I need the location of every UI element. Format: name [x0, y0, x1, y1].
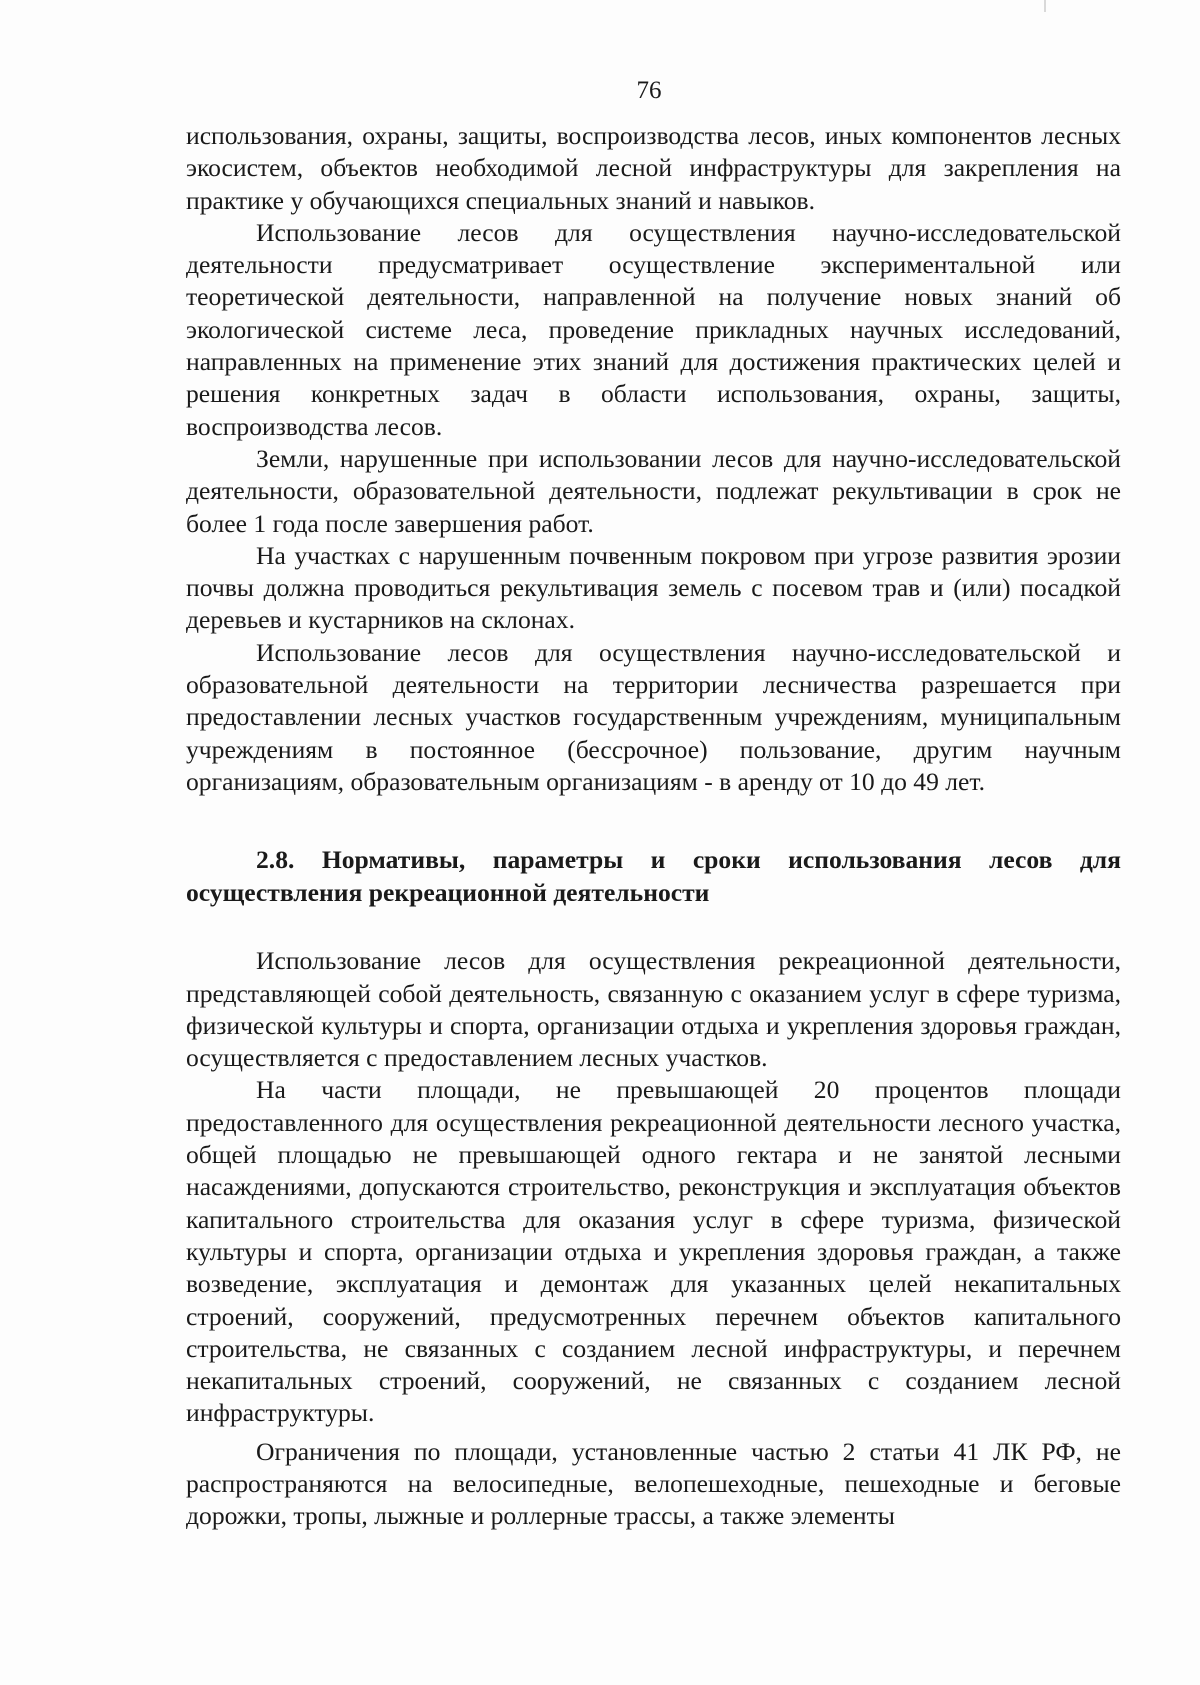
section-heading: 2.8. Нормативы, параметры и сроки использования лесов для осуществления рекреационной деятельности	[186, 845, 1121, 907]
scan-mark	[1044, 0, 1046, 12]
page-number: 76	[636, 77, 662, 104]
paragraph-lease-terms: Использование лесов для осуществления научно-исследовательской и образовательной деятельности на территории лесничества разрешается при предоставлении лесных участков государственным учреждениям, муниципальным учреждениям в постоянное (бессрочное) пользование, другим научным организациям, образовательным организациям - в аренду от 10 до 49 лет.	[186, 637, 1121, 796]
spacer	[186, 798, 1121, 844]
paragraph-continuation: использования, охраны, защиты, воспроизводства лесов, иных компонентов лесных экосистем, объектов необходимой лесной инфраструктуры для закрепления на практике у обучающихся специальных знаний и навыков.	[186, 121, 1121, 215]
document-body	[186, 120, 1121, 1533]
paragraph-soil-erosion: На участках с нарушенным почвенным покровом при угрозе развития эрозии почвы должна проводиться рекультивация земель с посевом трав и (или) посадкой деревьев и кустарников на склонах.	[186, 540, 1121, 635]
paragraph-recreation-use: Использование лесов для осуществления рекреационной деятельности, представляющей собой деятельность, связанную с оказанием услуг в сфере туризма, физической культуры и спорта, организации отдыха и укрепления здоровья граждан, осуществляется с предоставлением лесных участков.	[186, 946, 1121, 1073]
paragraph-area-restrictions: Ограничения по площади, установленные частью 2 статьи 41 ЛК РФ, не распространяются на велосипедные, велопешеходные, пешеходные и беговые дорожки, тропы, лыжные и роллерные трассы, а также элементы	[186, 1436, 1121, 1531]
spacer	[186, 909, 1121, 945]
paragraph-land-recultivation: Земли, нарушенные при использовании лесов для научно-исследовательской деятельности, образовательной деятельности, подлежат рекультивации в срок не более 1 года после завершения работ.	[186, 443, 1121, 538]
paragraph-construction-limits: На части площади, не превышающей 20 процентов площади предоставленного для осуществления рекреационной деятельности лесного участка, общей площадью не превышающей одного гектара и не занятой лесными насаждениями, допускаются строительство, реконструкция и эксплуатация объектов капитального строительства для оказания услуг в сфере туризма, физической культуры и спорта, организации отдыха и укрепления здоровья граждан, а также возведение, эксплуатация и демонтаж для указанных целей некапитальных строений, сооружений, предусмотренных перечнем объектов капитального строительства, не связанных с созданием лесной инфраструктуры, и перечнем некапитальных строений, сооружений, не связанных с созданием лесной инфраструктуры.	[186, 1075, 1121, 1428]
paragraph-research-use: Использование лесов для осуществления научно-исследовательской деятельности предусматривает осуществление экспериментальной или теоретической деятельности, направленной на получение новых знаний об экологической системе леса, проведение прикладных научных исследований, направленных на применение этих знаний для достижения практических целей и решения конкретных задач в области использования, охраны, защиты, воспроизводства лесов.	[186, 217, 1121, 441]
